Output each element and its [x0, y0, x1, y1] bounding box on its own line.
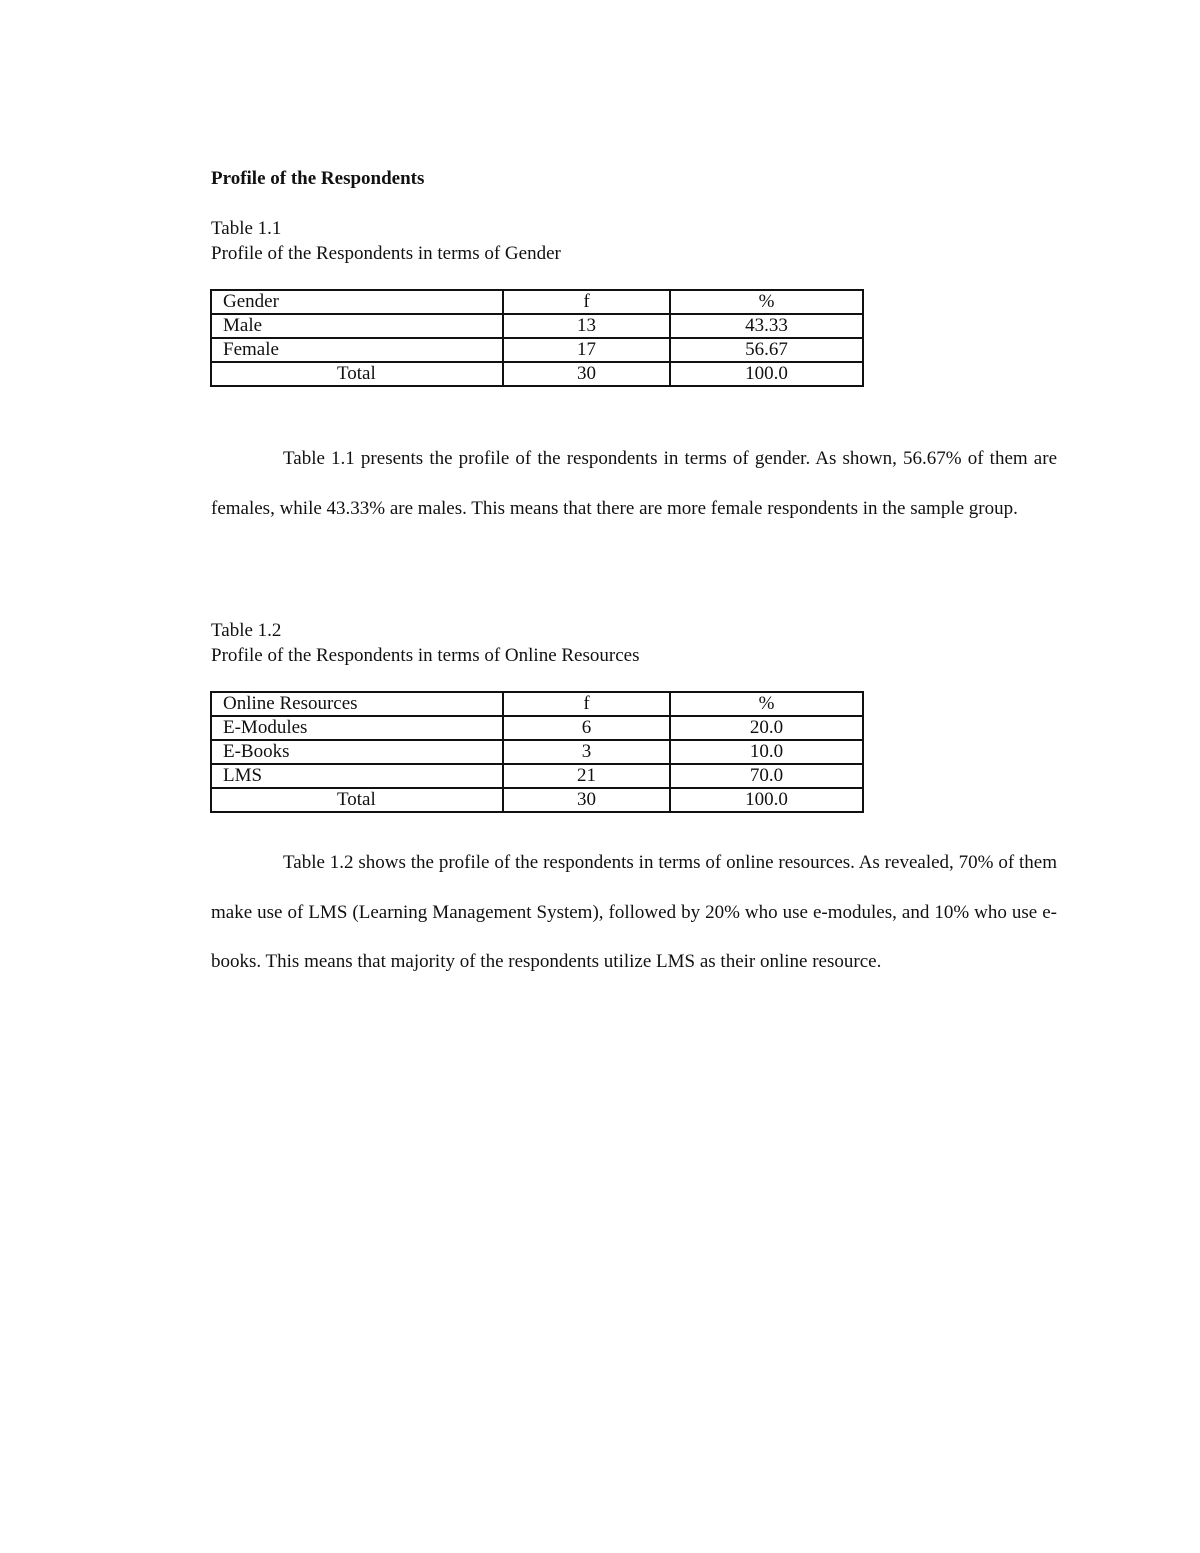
- table-row: [211, 764, 863, 788]
- table-cell: 56.67: [670, 338, 863, 362]
- table-cell: Total: [211, 362, 503, 386]
- table-cell: 100.0: [670, 788, 863, 812]
- table-row: [211, 338, 863, 362]
- table-cell: 30: [503, 788, 670, 812]
- table1-title: Profile of the Respondents in terms of Gender: [211, 243, 561, 264]
- section-heading: Profile of the Respondents: [211, 168, 425, 189]
- table-cell: Total: [211, 788, 503, 812]
- table-row: [211, 314, 863, 338]
- table-cell: 20.0: [670, 716, 863, 740]
- table-cell: 3: [503, 740, 670, 764]
- table-header-cell: %: [670, 692, 863, 716]
- table-header-cell: f: [503, 692, 670, 716]
- table2-number: Table 1.2: [211, 620, 282, 641]
- table-cell: 43.33: [670, 314, 863, 338]
- paragraph-online-resources: Table 1.2 shows the profile of the respondents in terms of online resources. As revealed, 70% of them make use of LMS (Learning Management System), followed by 20% who use e-modules, and 10% who use e-books. This means that majority of the respondents utilize LMS as their online resource.: [211, 852, 1057, 972]
- table1-number: Table 1.1: [211, 218, 282, 239]
- table-row: [211, 716, 863, 740]
- table-cell: 17: [503, 338, 670, 362]
- table-header-cell: %: [670, 290, 863, 314]
- online-resources-table: [210, 691, 864, 813]
- gender-table: [210, 289, 864, 387]
- table-cell: Male: [211, 314, 503, 338]
- table-cell: Female: [211, 338, 503, 362]
- table-header-cell: Online Resources: [211, 692, 503, 716]
- table-header-row: [211, 290, 863, 314]
- table-cell: 6: [503, 716, 670, 740]
- table-cell: 13: [503, 314, 670, 338]
- table-cell: 70.0: [670, 764, 863, 788]
- table-cell: E-Books: [211, 740, 503, 764]
- table-cell: LMS: [211, 764, 503, 788]
- table-cell: E-Modules: [211, 716, 503, 740]
- table-cell: 100.0: [670, 362, 863, 386]
- table2-title: Profile of the Respondents in terms of Online Resources: [211, 645, 640, 666]
- table-row: [211, 740, 863, 764]
- table-header-row: [211, 692, 863, 716]
- table-cell: 10.0: [670, 740, 863, 764]
- table-total-row: [211, 788, 863, 812]
- paragraph-gender: Table 1.1 presents the profile of the respondents in terms of gender. As shown, 56.67% of them are females, while 43.33% are males. This means that there are more female respondents in the sample group.: [211, 448, 1057, 519]
- table-cell: 21: [503, 764, 670, 788]
- table-cell: 30: [503, 362, 670, 386]
- table-header-cell: f: [503, 290, 670, 314]
- table-total-row: [211, 362, 863, 386]
- table-header-cell: Gender: [211, 290, 503, 314]
